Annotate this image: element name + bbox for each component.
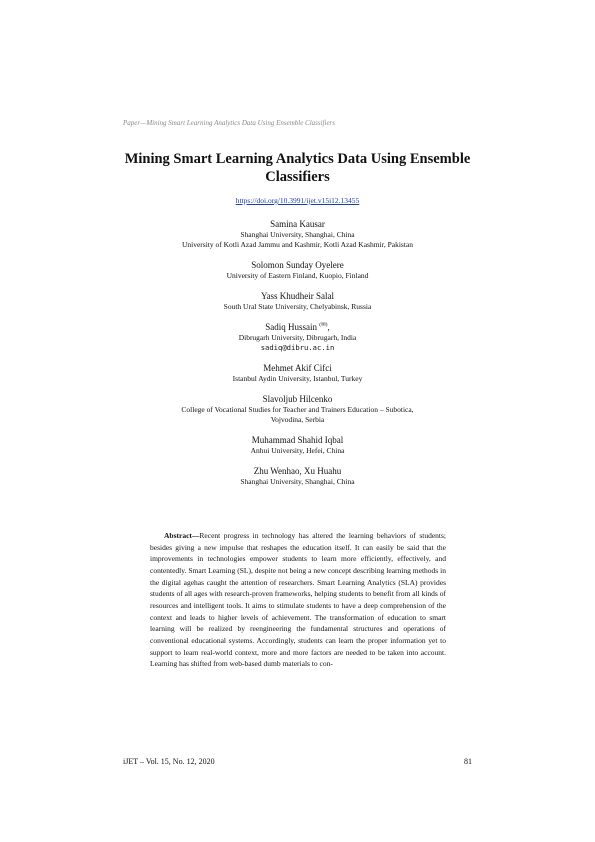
author-name-line — [100, 321, 495, 333]
author-name: Samina Kausar — [270, 219, 325, 229]
author-name: Yass Khudheir Salal — [260, 291, 335, 301]
author-block — [100, 465, 495, 487]
author-block — [100, 259, 495, 281]
running-header: Paper—Mining Smart Learning Analytics Data Using Ensemble Classifiers — [123, 119, 336, 127]
author-affiliation: College of Vocational Studies for Teacher and Trainers Education – Subotica, — [181, 405, 414, 414]
footer-journal: iJET ‒ Vol. 15, No. 12, 2020 — [123, 757, 215, 766]
author-affiliation: University of Eastern Finland, Kuopio, Finland — [226, 271, 369, 280]
author-name: Solomon Sunday Oyelere — [251, 260, 344, 270]
author-block — [100, 321, 495, 353]
author-affiliation: Vojvodina, Serbia — [270, 415, 325, 424]
footer-page-number: 81 — [464, 757, 472, 766]
author-list — [100, 218, 495, 496]
author-name-line — [100, 218, 495, 230]
author-name-line — [100, 393, 495, 405]
author-affiliation: Shanghai University, Shanghai, China — [240, 477, 355, 486]
author-block — [100, 218, 495, 250]
author-affiliation: Shanghai University, Shanghai, China — [240, 230, 355, 239]
abstract-text: Recent progress in technology has altered the learning behaviors of students; besides giving a new impulse that reshapes the education itself. It can easily be said that the improvements in technologies empower students to learn more efficiently, effectively, and contentedly. Smart Learning (SL), despite not being a new concept describing learning methods in the digital agehas caught the attention of researchers. Smart Learning Analytics (SLA) provides students of all ages with research-proven frameworks, helping students to benefit from all kinds of resources and intelligent tools. It aims to stimulate students to have a deep comprehension of the context and leads to higher levels of achievement. The transformation of education to smart learning will be realized by reengineering the fundamental structures and operations of conventional educational systems. Accordingly, students can learn the proper information yet to support to learn real-world context, more and more factors are needed to be taken into account. Learning has shifted from web-based dumb materials to con- — [150, 531, 446, 669]
author-name-line — [100, 259, 495, 271]
author-name-line — [100, 290, 495, 302]
author-affiliation: Dibrugarh University, Dibrugarh, India — [238, 333, 357, 342]
author-name: Muhammad Shahid Iqbal — [251, 435, 344, 445]
author-name: Slavoljub Hilcenko — [262, 394, 333, 404]
author-name-suffix: , — [327, 322, 330, 332]
author-name-line — [100, 465, 495, 477]
author-affiliation: University of Kotli Azad Jammu and Kashmir, Kotli Azad Kashmir, Pakistan — [181, 240, 414, 249]
author-block — [100, 362, 495, 384]
author-email[interactable]: sadiq@dibru.ac.in — [260, 343, 335, 352]
author-block — [100, 434, 495, 456]
author-name-line — [100, 362, 495, 374]
author-name: Zhu Wenhao, Xu Huahu — [253, 466, 342, 476]
paper-title: Mining Smart Learning Analytics Data Using Ensemble Classifiers — [124, 151, 471, 185]
doi-line — [0, 196, 595, 205]
author-affiliation: Anhui University, Hefei, China — [250, 446, 345, 455]
author-block — [100, 393, 495, 425]
author-affiliation: Istanbul Aydin University, Istanbul, Turkey — [232, 374, 363, 383]
author-name-line — [100, 434, 495, 446]
corresponding-author-mark: (✉) — [319, 322, 328, 328]
doi-link[interactable]: https://doi.org/10.3991/ijet.v15i12.13455 — [235, 196, 360, 205]
abstract-label: Abstract— — [164, 531, 200, 540]
author-block — [100, 290, 495, 312]
abstract — [150, 530, 446, 670]
author-affiliation: South Ural State University, Chelyabinsk, Russia — [223, 302, 372, 311]
author-name: Sadiq Hussain — [265, 322, 317, 332]
author-name: Mehmet Akif Cifci — [263, 363, 332, 373]
